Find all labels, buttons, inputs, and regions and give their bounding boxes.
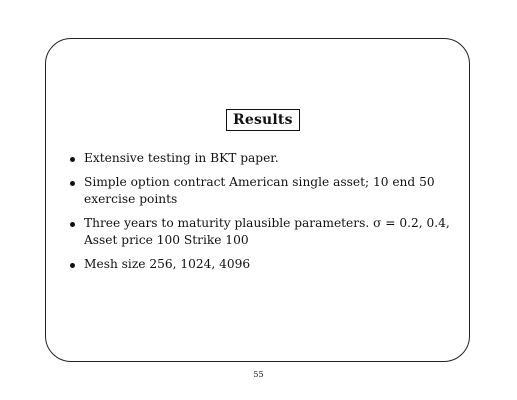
bullet-dot [70,222,75,227]
bullet-item-4 [68,256,458,273]
bullet-list [68,150,458,280]
bullet-item-1 [68,150,458,167]
bullet-text-line-1: Three years to maturity plausible parameters. σ = 0.2, 0.4, [84,216,450,230]
bullet-text: Mesh size 256, 1024, 4096 [84,257,251,271]
slide-title: Results [233,112,293,128]
bullet-dot [70,263,75,268]
bullet-text-line-2: Asset price 100 Strike 100 [84,233,249,247]
bullet-text: Extensive testing in BKT paper. [84,151,279,165]
slide-title-container [226,109,300,131]
bullet-text-line-1: Simple option contract American single asset; 10 end 50 [84,175,435,189]
bullet-dot [70,157,75,162]
bullet-item-2 [68,174,458,208]
slide-title-box [226,109,300,131]
page-number: 55 [253,370,264,379]
bullet-text-line-2: exercise points [84,192,178,206]
bullet-item-3 [68,215,458,249]
bullet-dot [70,181,75,186]
